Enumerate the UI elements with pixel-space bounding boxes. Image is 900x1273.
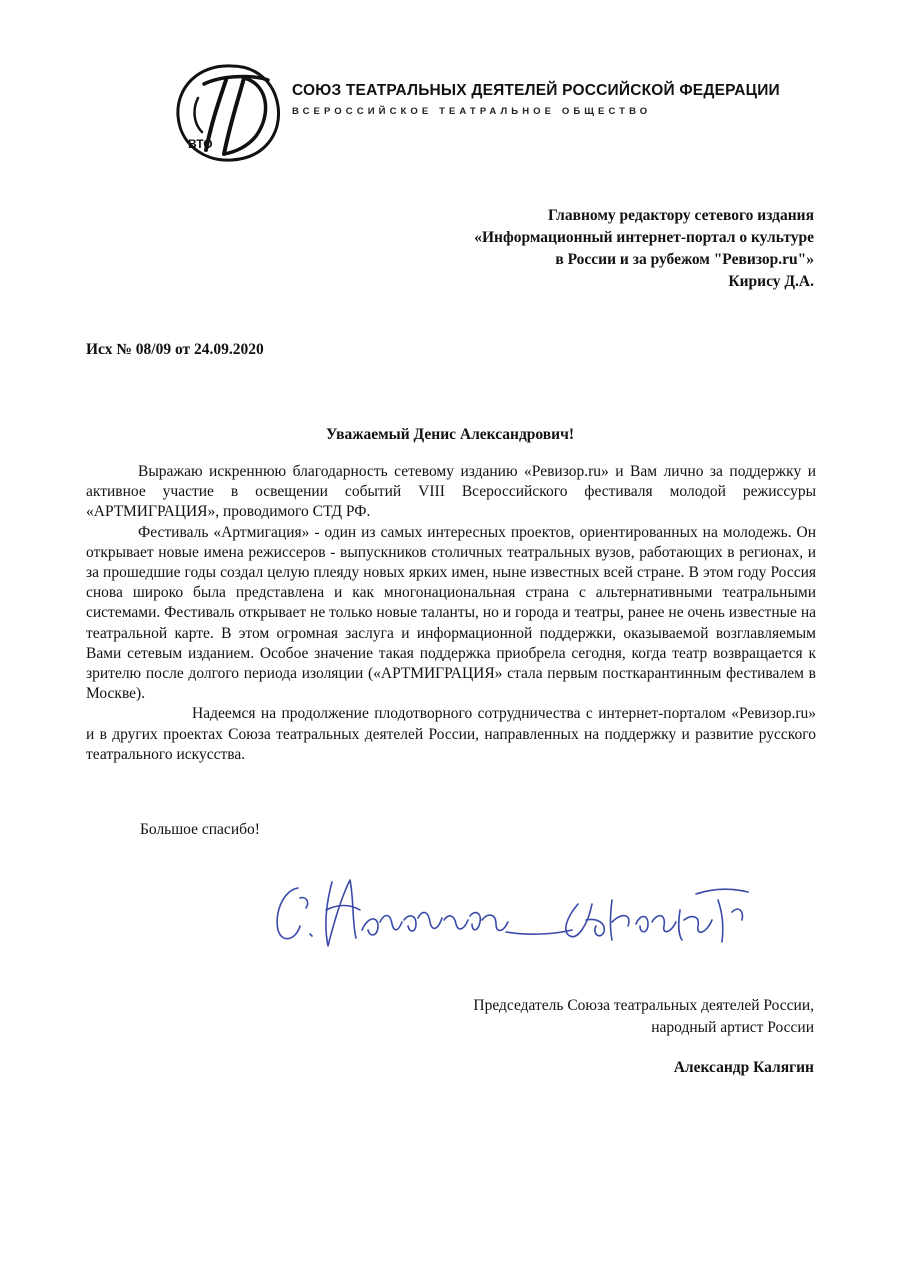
body-paragraph-3: Надеемся на продолжение плодотворного сотрудничества с интернет-порталом «Ревизор.ru» и в других проектах Союза театральных деятелей России, направленных на поддержку и развитие русского театрального искусства. — [86, 705, 816, 763]
std-vto-logo-icon — [168, 58, 288, 168]
letter-body — [86, 462, 816, 765]
addressee-line-3: в России и за рубежом "Ревизор.ru"» — [555, 251, 814, 268]
logo-vto-text: ВТО — [188, 137, 213, 151]
addressee-block — [294, 205, 814, 293]
signer-title — [294, 995, 814, 1039]
signer-name: Александр Калягин — [673, 1059, 814, 1076]
signer-title-line-2: народный артист России — [651, 1019, 814, 1036]
handwritten-signature-icon — [266, 860, 766, 970]
salutation: Уважаемый Денис Александрович! — [326, 426, 574, 443]
signer-title-line-1: Председатель Союза театральных деятелей России, — [473, 997, 814, 1014]
organization-name: СОЮЗ ТЕАТРАЛЬНЫХ ДЕЯТЕЛЕЙ РОССИЙСКОЙ ФЕДЕРАЦИИ — [292, 82, 780, 99]
closing-phrase: Большое спасибо! — [140, 821, 260, 838]
letterhead-text — [292, 82, 780, 118]
organization-subtitle: ВСЕРОССИЙСКОЕ ТЕАТРАЛЬНОЕ ОБЩЕСТВО — [292, 106, 652, 117]
addressee-line-1: Главному редактору сетевого издания — [548, 207, 814, 224]
addressee-line-2: «Информационный интернет-портал о культуре — [474, 229, 814, 246]
body-paragraph-2: Фестиваль «Артмигация» - один из самых интересных проектов, ориентированных на молодежь. Он открывает новые имена режиссеров - выпускников столичных театральных вузов, работающих в регионах, и за прошедшие годы создал целую плеяду новых ярких имен, ныне известных всей стране. В этом году Россия снова широко была представлена и как многонациональная страна с альтернативными театральными системами. Фестиваль открывает не только новые таланты, но и города и театры, ранее не очень известные на театральной карте. В этом огромная заслуга и информационной поддержки, оказываемой возглавляемым Вами сетевым изданием. Особое значение такая поддержка приобрела сегодня, когда театр возвращается к зрителю после долгого периода изоляции («АРТМИГРАЦИЯ» стала первым посткарантинным фестивалем в Москве). — [86, 523, 816, 703]
body-paragraph-1: Выражаю искреннюю благодарность сетевому изданию «Ревизор.ru» и Вам лично за поддержку и активное участие в освещении событий VIII Всероссийского фестиваля молодой режиссуры «АРТМИГРАЦИЯ», проводимого СТД РФ. — [86, 463, 816, 521]
addressee-line-4: Кирису Д.А. — [728, 273, 814, 290]
outgoing-reference: Исх № 08/09 от 24.09.2020 — [86, 341, 264, 358]
